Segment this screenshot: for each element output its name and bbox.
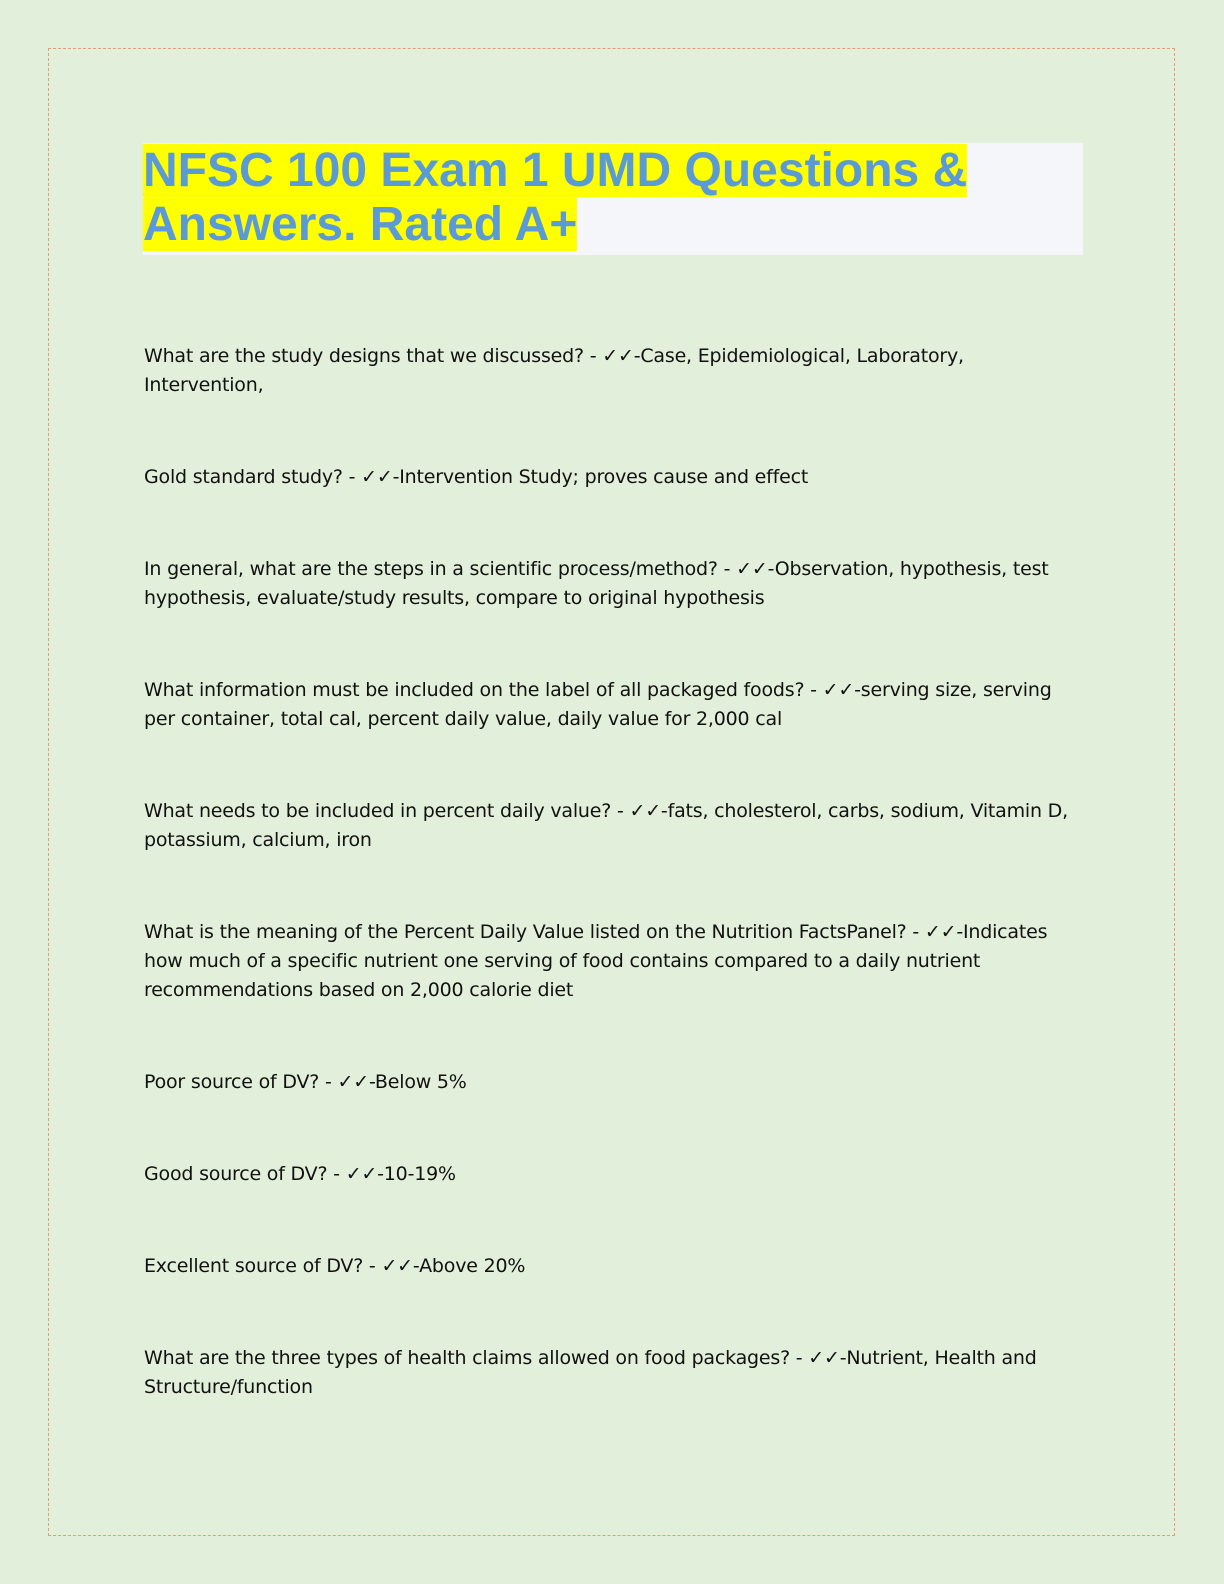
answer-text: -Nutrient, Health and Structure/function — [144, 1347, 1037, 1398]
answer-text: -fats, cholesterol, carbs, sodium, Vitamin D, potassium, calcium, iron — [144, 800, 1068, 851]
double-check-icon: ✓✓ — [924, 921, 957, 943]
question-text: Good source of DV? - — [144, 1163, 346, 1185]
answer-text: -Observation, hypothesis, test hypothesis, evaluate/study results, compare to original hypothesis — [144, 558, 1049, 609]
answer-text: -10-19% — [377, 1163, 456, 1185]
qa-item — [144, 1068, 1084, 1097]
qa-item — [144, 1252, 1084, 1281]
double-check-icon: ✓✓ — [602, 345, 634, 367]
qa-item — [144, 463, 1084, 492]
answer-text: -Below 5% — [368, 1071, 467, 1093]
qa-item — [144, 342, 1084, 400]
question-text: What are the study designs that we discussed? - — [144, 345, 603, 367]
double-check-icon: ✓✓ — [822, 679, 855, 701]
question-text: In general, what are the steps in a scientific process/method? - — [144, 558, 737, 580]
title-line-1: NFSC 100 Exam 1 UMD Questions & — [143, 144, 968, 197]
question-text: What needs to be included in percent daily value? - — [144, 800, 630, 822]
document-title — [143, 143, 1083, 252]
qa-item — [144, 1344, 1084, 1402]
double-check-icon: ✓✓ — [337, 1071, 369, 1093]
qa-item — [144, 555, 1084, 613]
double-check-icon: ✓✓ — [629, 800, 661, 822]
question-text: Gold standard study? - — [144, 466, 362, 488]
question-text: Poor source of DV? - — [144, 1071, 338, 1093]
question-text: What are the three types of health claims allowed on food packages? - — [144, 1347, 809, 1369]
double-check-icon: ✓✓ — [808, 1347, 840, 1369]
qa-item — [144, 1160, 1084, 1189]
double-check-icon: ✓✓ — [345, 1163, 378, 1185]
answer-text: -Indicates how much of a specific nutrient one serving of food contains compared to a daily nutrient recommendations based on 2,000 calorie diet — [144, 921, 1048, 1001]
answer-text: -Intervention Study; proves cause and effect — [392, 466, 809, 488]
double-check-icon: ✓✓ — [361, 466, 393, 488]
qa-item — [144, 797, 1084, 855]
title-line-2: Answers. Rated A+ — [143, 198, 578, 251]
qa-list — [144, 342, 1084, 1465]
title-block — [143, 143, 1083, 255]
question-text: What information must be included on the label of all packaged foods? - — [144, 679, 823, 701]
answer-text: -Above 20% — [412, 1255, 526, 1277]
question-text: What is the meaning of the Percent Daily Value listed on the Nutrition FactsPanel? - — [144, 921, 925, 943]
qa-item — [144, 918, 1084, 1005]
double-check-icon: ✓✓ — [381, 1255, 413, 1277]
qa-item — [144, 676, 1084, 734]
double-check-icon: ✓✓ — [736, 558, 768, 580]
answer-text: -Case, Epidemiological, Laboratory, Intervention, — [144, 345, 964, 396]
answer-text: -serving size, serving per container, total cal, percent daily value, daily value for 2,000 cal — [144, 679, 1052, 730]
question-text: Excellent source of DV? - — [144, 1255, 382, 1277]
